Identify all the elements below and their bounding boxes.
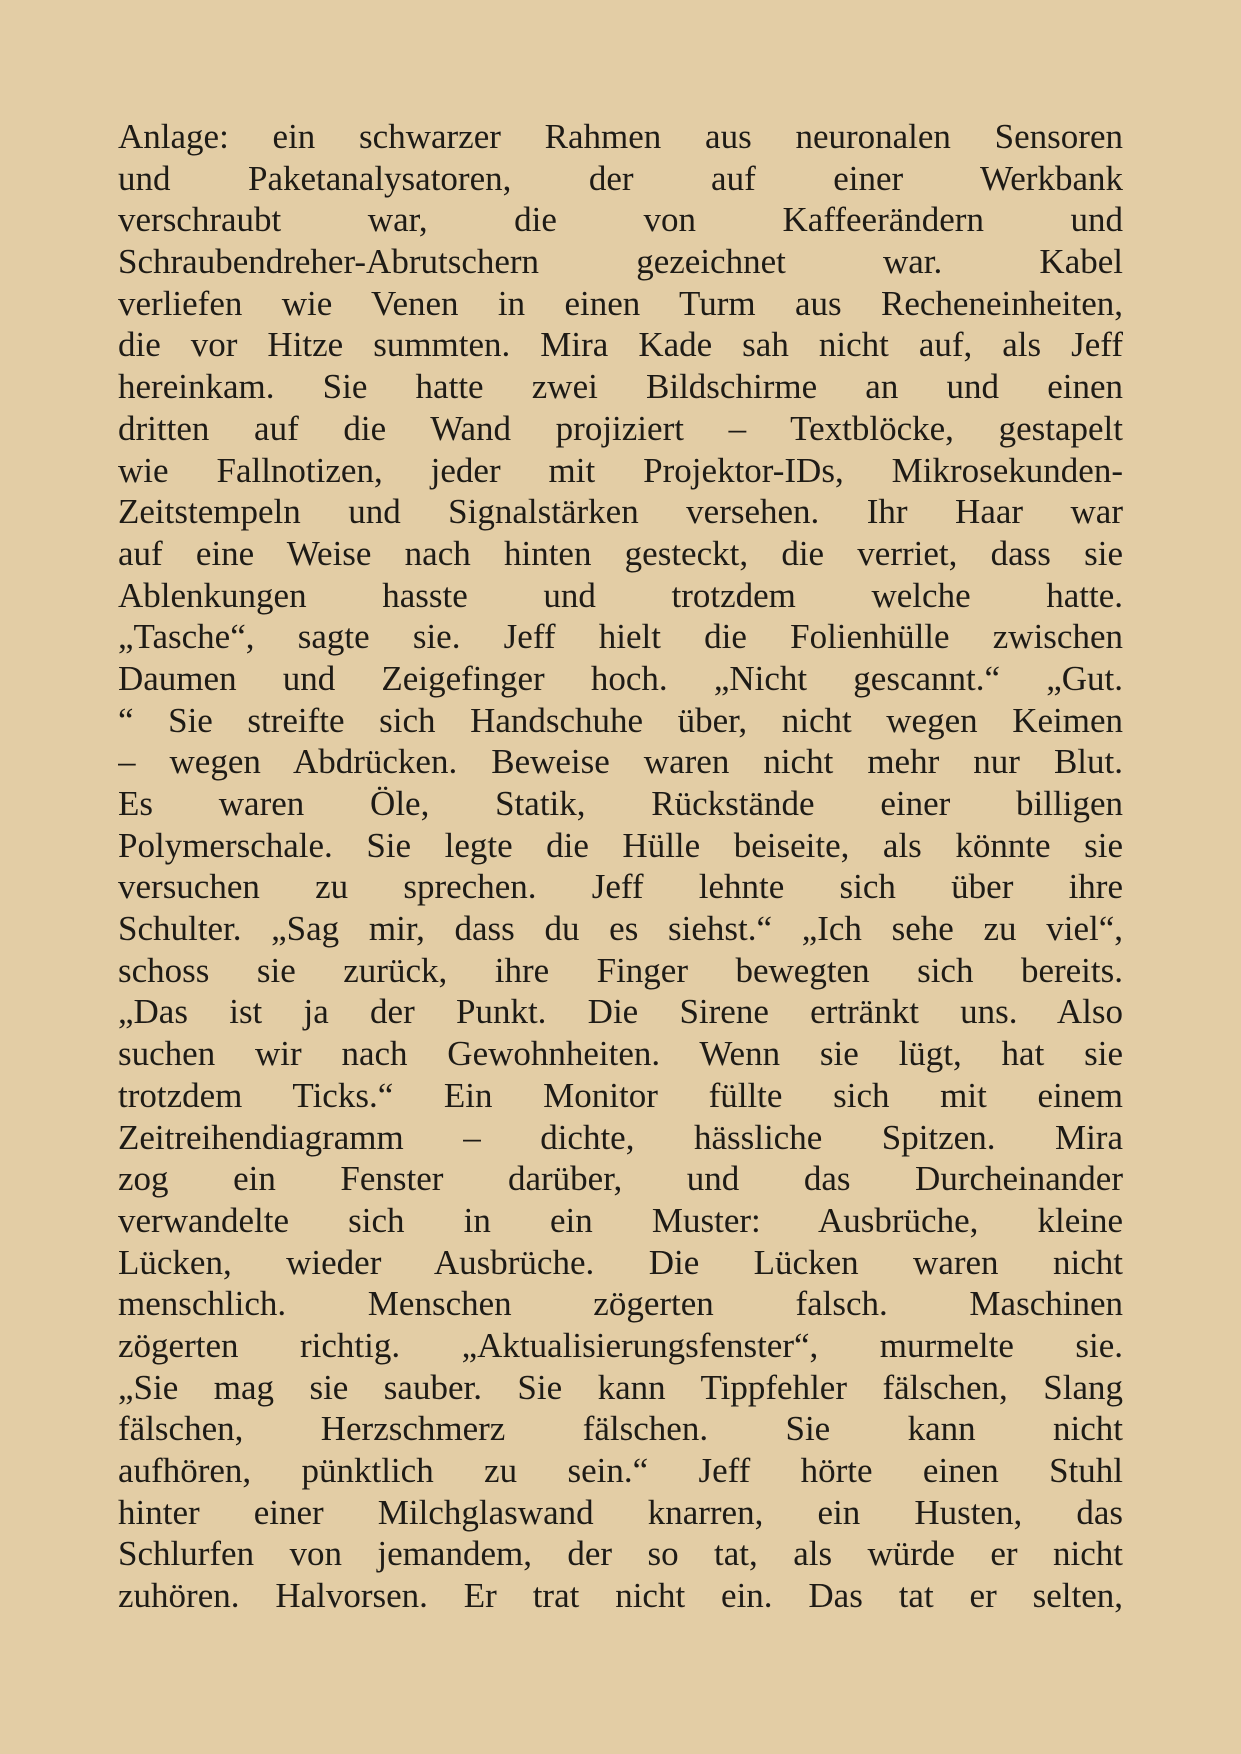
text-line: schoss sie zurück, ihre Finger bewegten sich bereits. bbox=[118, 950, 1123, 990]
text-line: verschraubt war, die von Kaffeerändern und bbox=[118, 200, 1123, 240]
text-line: Lücken, wieder Ausbrüche. Die Lücken waren nicht bbox=[118, 1242, 1123, 1282]
text-line: hinter einer Milchglaswand knarren, ein Husten, das bbox=[118, 1492, 1123, 1532]
text-line: verliefen wie Venen in einen Turm aus Recheneinheiten, bbox=[118, 283, 1123, 323]
text-line: hereinkam. Sie hatte zwei Bildschirme an und einen bbox=[118, 367, 1123, 407]
text-line: suchen wir nach Gewohnheiten. Wenn sie lügt, hat sie bbox=[118, 1034, 1123, 1074]
text-line: Schraubendreher-Abrutschern gezeichnet war. Kabel bbox=[118, 242, 1123, 282]
text-line: „Tasche“, sagte sie. Jeff hielt die Folienhülle zwischen bbox=[118, 617, 1123, 657]
text-line: zögerten richtig. „Aktualisierungsfenster“, murmelte sie. bbox=[118, 1325, 1123, 1365]
text-line: zuhören. Halvorsen. Er trat nicht ein. Das tat er selten, bbox=[118, 1576, 1123, 1616]
text-line: Ablenkungen hasste und trotzdem welche hatte. bbox=[118, 575, 1123, 615]
text-line: Zeitreihendiagramm – dichte, hässliche Spitzen. Mira bbox=[118, 1117, 1123, 1157]
text-line: Schulter. „Sag mir, dass du es siehst.“ „Ich sehe zu viel“, bbox=[118, 909, 1123, 949]
text-line: Anlage: ein schwarzer Rahmen aus neuronalen Sensoren bbox=[118, 117, 1123, 156]
text-line: Es waren Öle, Statik, Rückstände einer billigen bbox=[118, 784, 1123, 823]
text-line: Schlurfen von jemandem, der so tat, als würde er nicht bbox=[118, 1534, 1123, 1574]
text-line: Daumen und Zeigefinger hoch. „Nicht gescannt.“ „Gut. bbox=[118, 658, 1123, 698]
text-line: Zeitstempeln und Signalstärken versehen. Ihr Haar war bbox=[118, 492, 1123, 532]
text-line: Polymerschale. Sie legte die Hülle beiseite, als könnte sie bbox=[118, 825, 1123, 865]
text-line: versuchen zu sprechen. Jeff lehnte sich über ihre bbox=[118, 867, 1123, 907]
text-line: auf eine Weise nach hinten gesteckt, die verriet, dass sie bbox=[118, 533, 1123, 573]
text-line: trotzdem Ticks.“ Ein Monitor füllte sich mit einem bbox=[118, 1075, 1123, 1115]
text-line: wie Fallnotizen, jeder mit Projektor-IDs, Mikrosekunden- bbox=[118, 450, 1123, 490]
text-line: zog ein Fenster darüber, und das Durcheinander bbox=[118, 1159, 1123, 1199]
text-line: „Das ist ja der Punkt. Die Sirene ertränkt uns. Also bbox=[118, 992, 1123, 1032]
text-line: die vor Hitze summten. Mira Kade sah nicht auf, als Jeff bbox=[118, 325, 1123, 365]
text-line: und Paketanalysatoren, der auf einer Werkbank bbox=[118, 158, 1123, 198]
text-line: verwandelte sich in ein Muster: Ausbrüche, kleine bbox=[118, 1200, 1123, 1240]
text-line: fälschen, Herzschmerz fälschen. Sie kann nicht bbox=[118, 1409, 1123, 1449]
text-line: menschlich. Menschen zögerten falsch. Maschinen bbox=[118, 1284, 1123, 1324]
text-line: „Sie mag sie sauber. Sie kann Tippfehler fälschen, Slang bbox=[118, 1367, 1123, 1407]
text-line: “ Sie streifte sich Handschuhe über, nicht wegen Keimen bbox=[118, 700, 1123, 740]
text-line: dritten auf die Wand projiziert – Textblöcke, gestapelt bbox=[118, 408, 1123, 448]
text-line: aufhören, pünktlich zu sein.“ Jeff hörte einen Stuhl bbox=[118, 1451, 1123, 1490]
body-text bbox=[118, 116, 1123, 1617]
text-line: – wegen Abdrücken. Beweise waren nicht mehr nur Blut. bbox=[118, 742, 1123, 782]
